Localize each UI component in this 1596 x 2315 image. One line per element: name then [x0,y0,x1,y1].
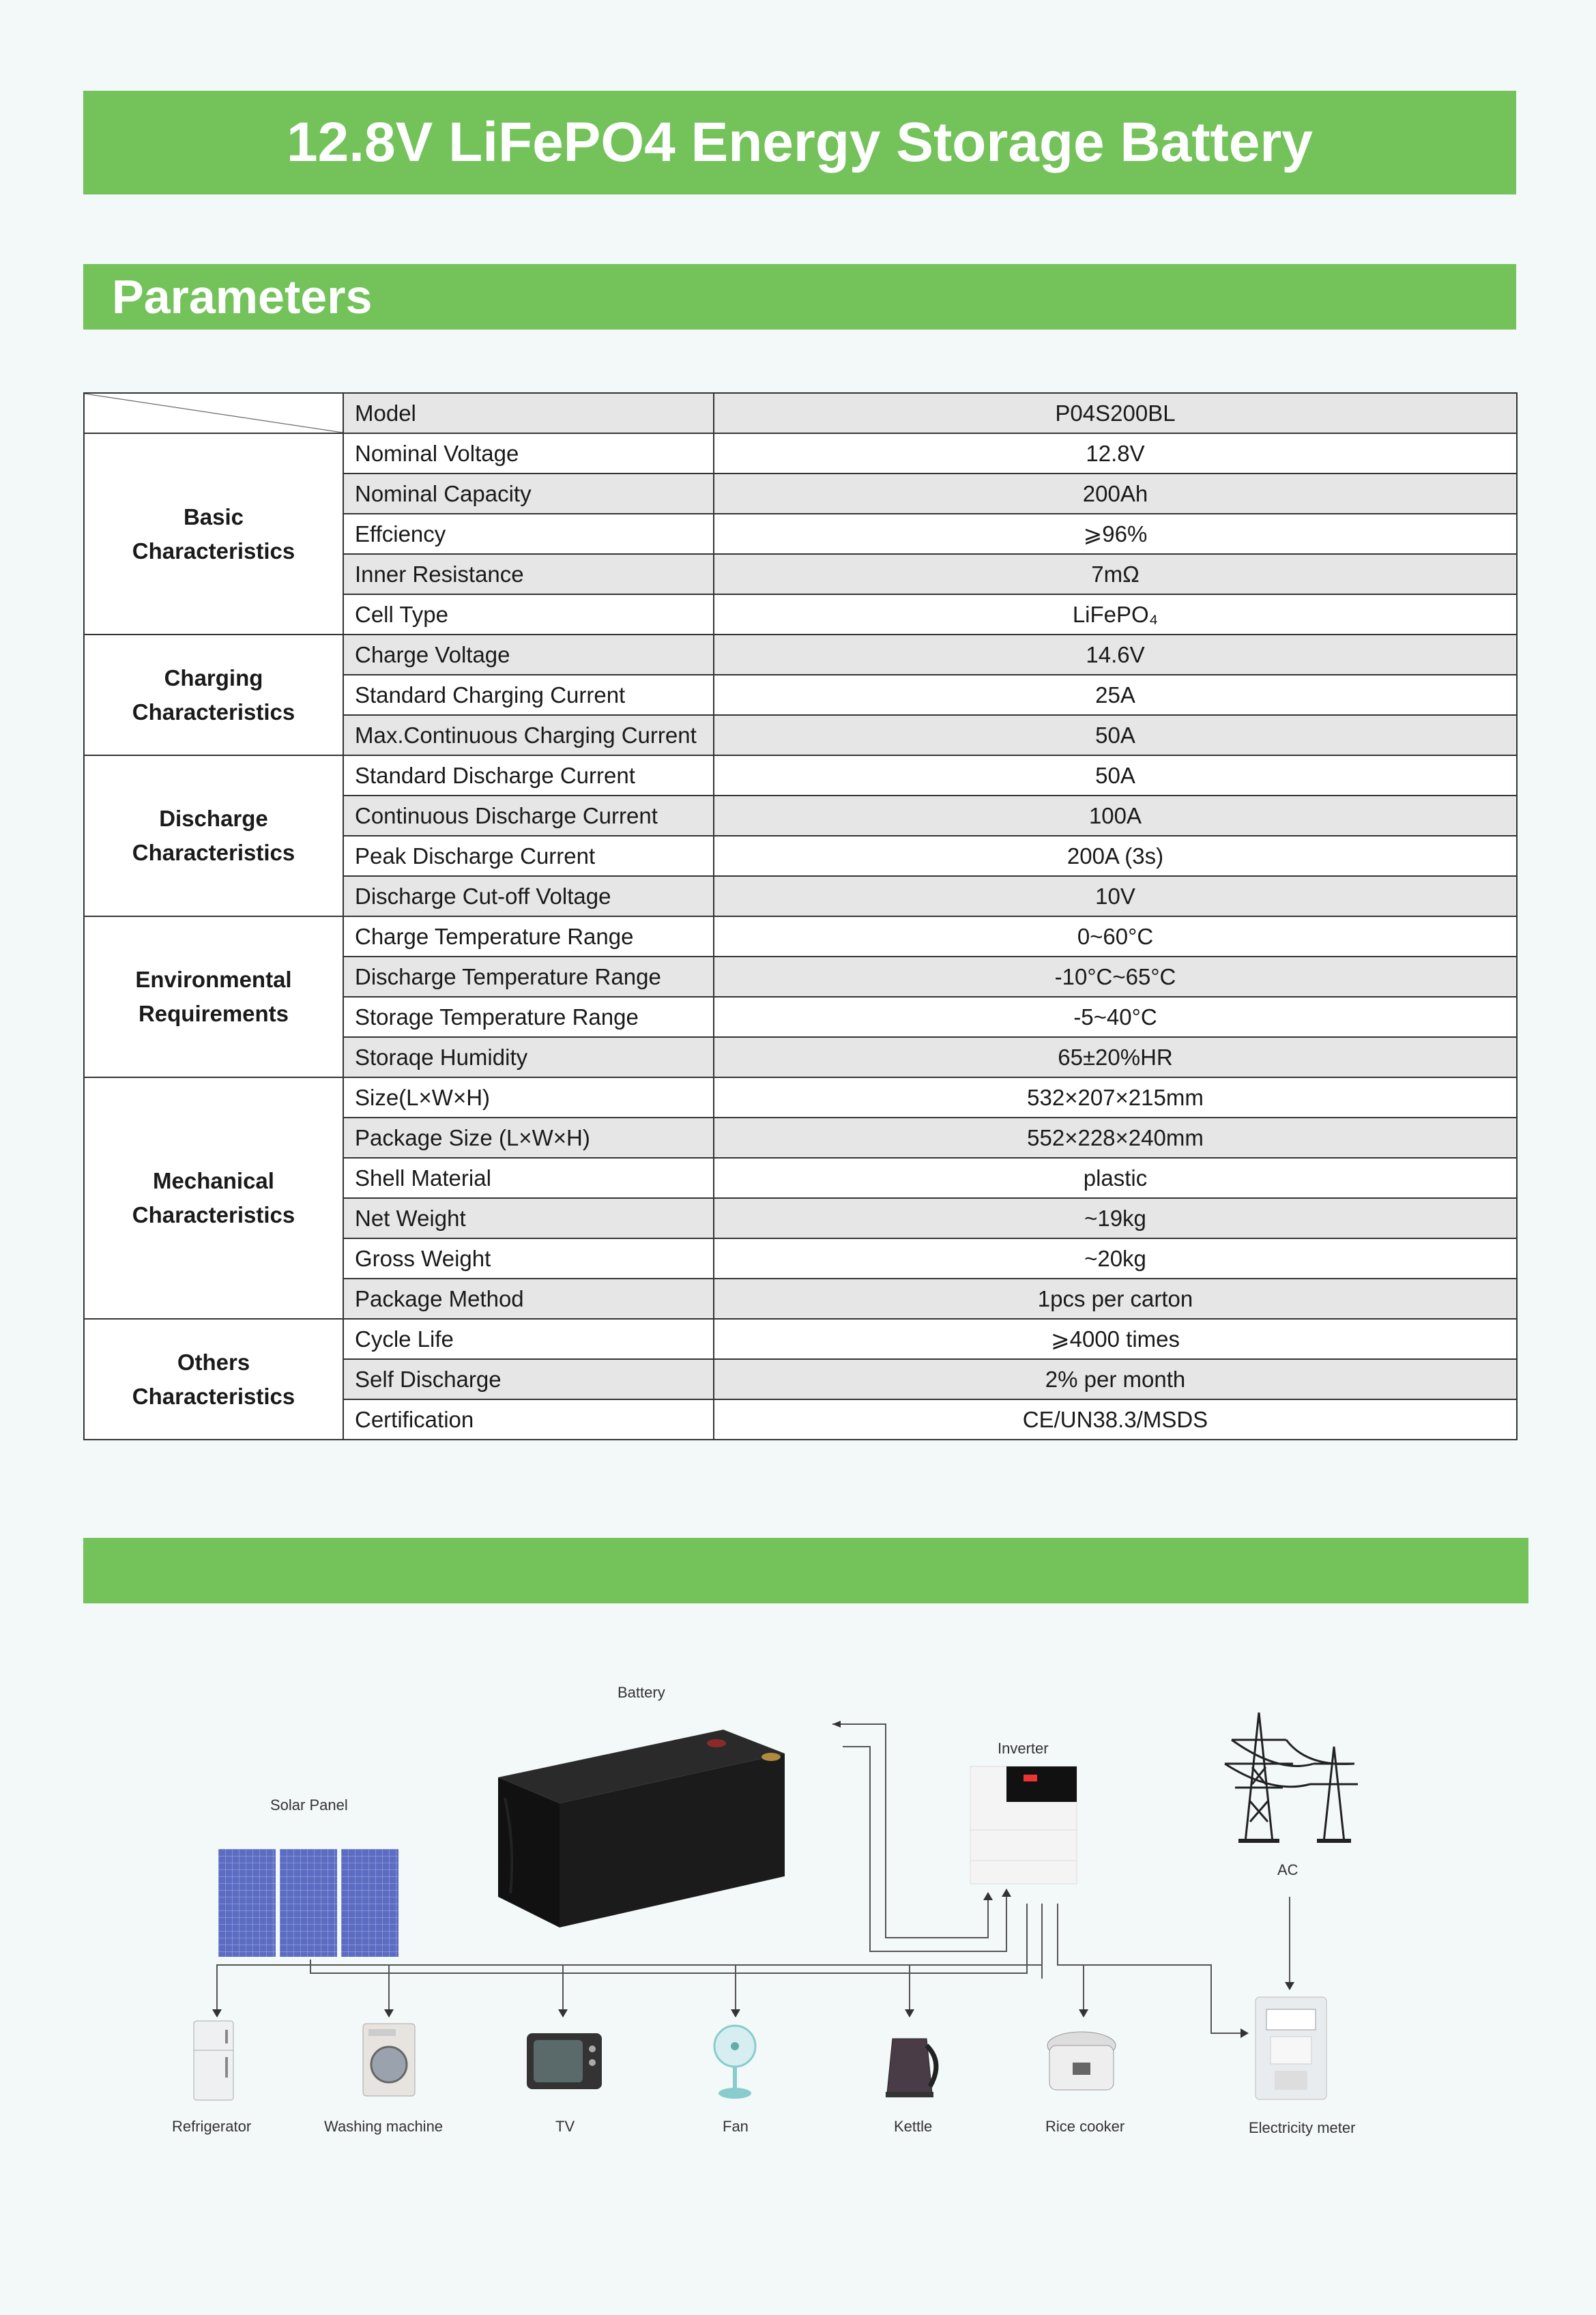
appliance-label-rice-cooker: Rice cooker [1045,2118,1125,2135]
parameter-value: 2% per month [714,1359,1517,1399]
group-label: Discharge Characteristics [84,755,343,916]
ac-label: AC [1277,1861,1298,1878]
parameter-name: Shell Material [343,1158,714,1198]
parameter-value: ~19kg [714,1198,1517,1238]
parameter-name: Certification [343,1399,714,1440]
parameter-name: Effciency [343,514,714,554]
parameter-name: Nominal Capacity [343,474,714,514]
parameter-value: CE/UN38.3/MSDS [714,1399,1517,1440]
parameter-name: Net Weight [343,1198,714,1238]
parameter-value: 50A [714,715,1517,755]
parameter-name: Package Size (L×W×H) [343,1118,714,1158]
parameter-name: Cell Type [343,594,714,635]
parameter-name: Storage Temperature Range [343,997,714,1037]
parameter-name: Size(L×W×H) [343,1077,714,1118]
parameter-name: Continuous Discharge Current [343,796,714,836]
parameter-value: 0~60°C [714,916,1517,957]
parameter-value: 532×207×215mm [714,1077,1517,1118]
parameter-value: 12.8V [714,433,1517,474]
parameter-value: 7mΩ [714,554,1517,594]
parameter-value: ⩾96% [714,514,1517,554]
parameter-name: Discharge Temperature Range [343,957,714,997]
group-label: Mechanical Characteristics [84,1077,343,1319]
parameter-value: 200A (3s) [714,836,1517,876]
parameter-value: -5~40°C [714,997,1517,1037]
battery-label: Battery [618,1684,665,1701]
appliance-label-refrigerator: Refrigerator [172,2118,252,2135]
parameters-heading: Parameters [83,264,1516,330]
parameter-value: 552×228×240mm [714,1118,1517,1158]
parameter-value: 10V [714,876,1517,916]
parameter-value: 14.6V [714,635,1517,675]
parameter-name: Self Discharge [343,1359,714,1399]
group-label: Others Characteristics [84,1319,343,1440]
group-label: Environmental Requirements [84,916,343,1077]
parameter-value: 1pcs per carton [714,1279,1517,1319]
parameter-name: Standard Discharge Current [343,755,714,796]
inverter-label: Inverter [998,1740,1049,1757]
model-label: Model [343,393,714,433]
parameter-name: Charge Temperature Range [343,916,714,957]
parameter-value: ~20kg [714,1238,1517,1279]
appliance-label-fan: Fan [723,2118,749,2135]
group-label: Charging Characteristics [84,635,343,755]
parameter-value: 50A [714,755,1517,796]
parameter-name: Storaqe Humidity [343,1037,714,1077]
parameter-value: -10°C~65°C [714,957,1517,997]
appliance-label-washing-machine: Washing machine [324,2118,444,2135]
parameter-name: Inner Resistance [343,554,714,594]
parameter-value: 100A [714,796,1517,836]
parameter-name: Nominal Voltage [343,433,714,474]
appliance-label-tv: TV [555,2118,575,2135]
parameter-value: 25A [714,675,1517,715]
parameter-value: LiFePO₄ [714,594,1517,635]
parameter-value: plastic [714,1158,1517,1198]
parameter-name: Gross Weight [343,1238,714,1279]
parameter-value: ⩾4000 times [714,1319,1517,1359]
parameter-name: Peak Discharge Current [343,836,714,876]
model-value: P04S200BL [714,393,1517,433]
page-title: 12.8V LiFePO4 Energy Storage Battery [83,91,1516,194]
group-label: Basic Characteristics [84,433,343,635]
parameter-name: Standard Charging Current [343,675,714,715]
parameter-name: Discharge Cut-off Voltage [343,876,714,916]
parameter-value: 200Ah [714,474,1517,514]
parameter-name: Cycle Life [343,1319,714,1359]
parameter-value: 65±20%HR [714,1037,1517,1077]
parameter-name: Max.Continuous Charging Current [343,715,714,755]
solar-panel-label: Solar Panel [270,1796,348,1814]
appliance-label-kettle: Kettle [894,2118,933,2135]
electricity-meter-label: Electricity meter [1249,2119,1356,2136]
parameter-name: Charge Voltage [343,635,714,675]
parameter-name: Package Method [343,1279,714,1319]
